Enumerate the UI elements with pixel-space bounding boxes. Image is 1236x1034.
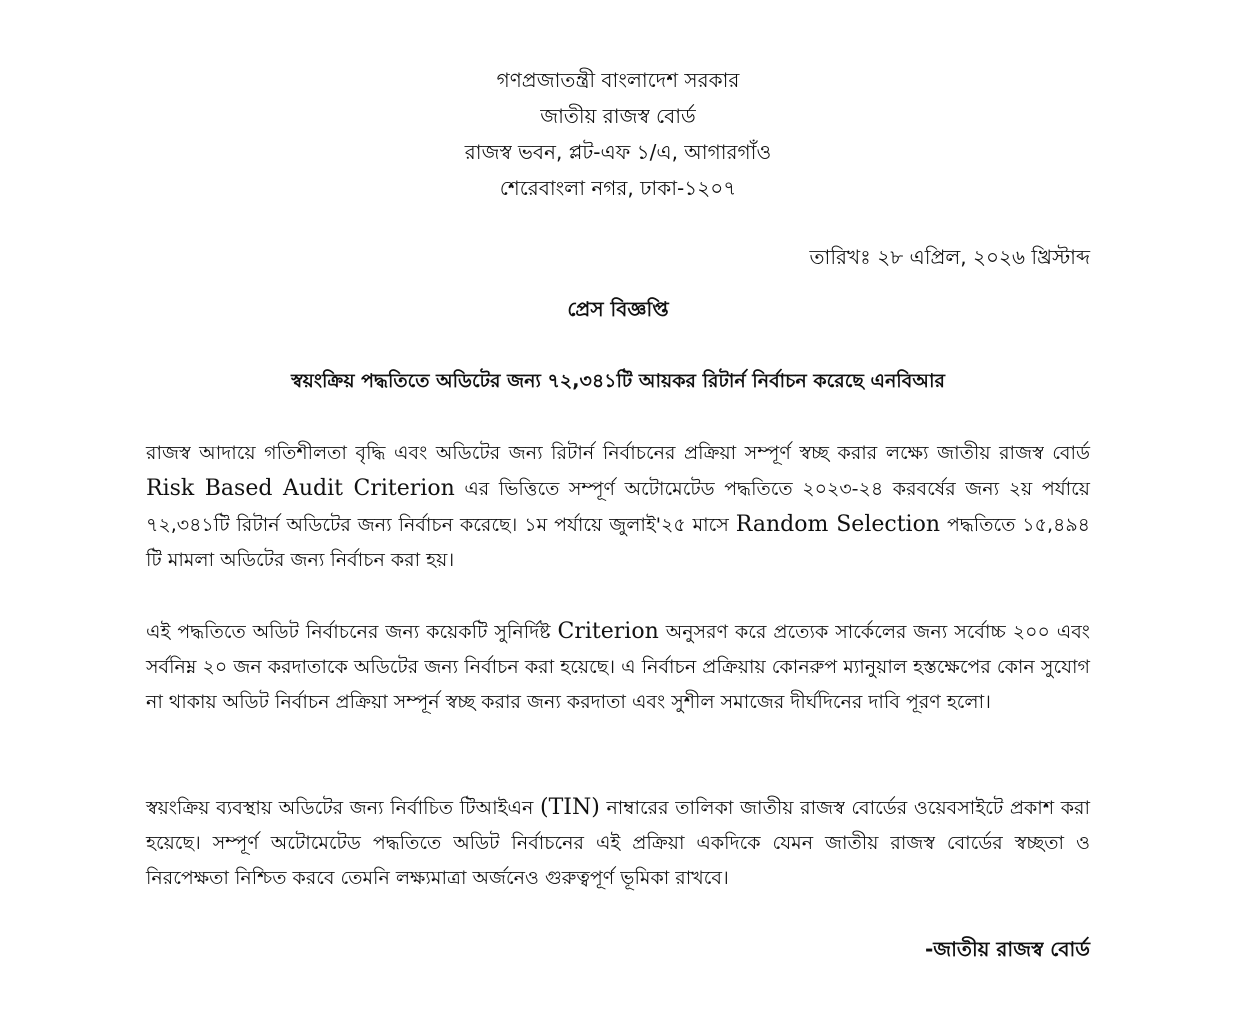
paragraph-1-text-c: পদ্ধতিতে ১৫,৪৯৪ টি মামলা অডিটের জন্য নির্বাচন করা হয়। (146, 514, 1090, 571)
paragraph-2-term-criterion: Criterion (557, 619, 659, 644)
paragraph-3-text-a: স্বয়ংক্রিয় ব্যবস্থায় অডিটের জন্য নির্বাচিত টিআইএন (146, 797, 534, 819)
paragraph-2-text-a: এই পদ্ধতিতে অডিট নির্বাচনের জন্য কয়েকটি সুনির্দিষ্ট (146, 621, 551, 643)
body-paragraph-1 (146, 436, 1090, 578)
paragraph-1-term-random-selection: Random Selection (735, 512, 940, 537)
press-release-headline: স্বয়ংক্রিয় পদ্ধতিতে অডিটের জন্য ৭২,৩৪১টি আয়কর রিটার্ন নির্বাচন করেছে এনবিআর (291, 370, 945, 392)
letterhead-government: গণপ্রজাতন্ত্রী বাংলাদেশ সরকার (496, 68, 740, 92)
body-paragraph-3 (146, 790, 1090, 896)
letterhead-city: শেরেবাংলা নগর, ঢাকা-১২০৭ (499, 176, 737, 200)
paragraph-3-term-tin: (TIN) (540, 795, 600, 820)
paragraph-1-text-a: রাজস্ব আদায়ে গতিশীলতা বৃদ্ধি এবং অডিটের জন্য রিটার্ন নির্বাচনের প্রক্রিয়া সম্পূর্ণ স্বচ্ছ করার লক্ষ্যে জাতীয় রাজস্ব বোর্ড (146, 442, 1090, 464)
document-date: তারিখঃ ২৮ এপ্রিল, ২০২৬ খ্রিস্টাব্দ (809, 245, 1090, 269)
paragraph-2-text-b: অনুসরণ করে প্রত্যেক সার্কেলের জন্য সর্বোচ্চ ২০০ এবং সর্বনিম্ন ২০ জন করদাতাকে অডিটের জন্য নির্বাচন করা হয়েছে। এ নির্বাচন প্রক্রিয়ায় কোনরুপ ম্যানুয়াল হস্তক্ষেপের কোন সুযোগ না থাকায় অডিট নির্বাচন প্রক্রিয়া সম্পূর্ন স্বচ্ছ করার জন্য করদাতা এবং সুশীল সমাজের দীর্ঘদিনের দাবি পূরণ হলো। (146, 621, 1090, 713)
letterhead (0, 62, 1236, 206)
letterhead-organization: জাতীয় রাজস্ব বোর্ড (540, 104, 696, 128)
signature-line: -জাতীয় রাজস্ব বোর্ড (924, 937, 1090, 961)
press-release-title: প্রেস বিজ্ঞপ্তি (567, 297, 669, 321)
paragraph-1-text-b: এর ভিত্তিতে সম্পূর্ণ অটোমেটেড পদ্ধতিতে ২০২৩-২৪ করবর্ষের জন্য ২য় পর্যায়ে ৭২,৩৪১টি রিটার্ন অডিটের জন্য নির্বাচন করেছে। ১ম পর্যায়ে জুলাই'২৫ মাসে (146, 478, 1090, 536)
body-paragraph-2 (146, 614, 1090, 720)
paragraph-1-term-risk-based: Risk Based Audit Criterion (146, 476, 455, 501)
letterhead-address: রাজস্ব ভবন, প্লট-এফ ১/এ, আগারগাঁও (464, 140, 772, 164)
paragraph-3-text-b: নাম্বারের তালিকা জাতীয় রাজস্ব বোর্ডের ওয়েবসাইটে প্রকাশ করা হয়েছে। সম্পূর্ণ অটোমেটেড পদ্ধতিতে অডিট নির্বাচনের এই প্রক্রিয়া একদিকে যেমন জাতীয় রাজস্ব বোর্ডের স্বচ্ছতা ও নিরপেক্ষতা নিশ্চিত করবে তেমনি লক্ষ্যমাত্রা অর্জনেও গুরুত্বপূর্ণ ভূমিকা রাখবে। (146, 797, 1090, 889)
